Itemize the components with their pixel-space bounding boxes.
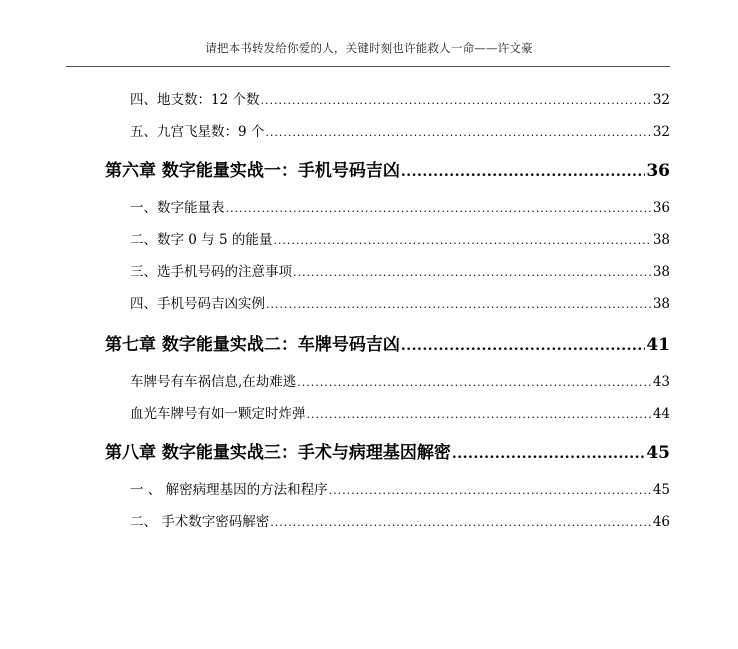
dot-leader <box>270 516 652 529</box>
toc-entry-label: 四、手机号码吉凶实例 <box>130 296 265 312</box>
toc-entry-page: 32 <box>652 124 670 140</box>
dot-leader <box>401 338 645 354</box>
toc-chapter-label: 第八章 数字能量实战三：手术与病理基因解密 <box>105 443 451 463</box>
toc-entry-label: 一 、 解密病理基因的方法和程序 <box>130 482 328 498</box>
header-divider <box>66 66 670 67</box>
toc-entry[interactable] <box>130 370 670 390</box>
toc-entry[interactable] <box>130 228 670 248</box>
toc-entry[interactable] <box>130 88 670 108</box>
toc-entry-page: 38 <box>652 296 670 312</box>
dot-leader <box>307 408 652 421</box>
toc-entry[interactable] <box>130 260 670 280</box>
toc-chapter-page: 45 <box>646 443 670 463</box>
toc-entry-label: 二、 手术数字密码解密 <box>130 514 270 530</box>
toc-entry-page: 38 <box>652 232 670 248</box>
toc-entry-page: 32 <box>652 92 670 108</box>
toc-entry-label: 二、数字 0 与 5 的能量 <box>130 232 273 248</box>
toc-entry-label: 车牌号有车祸信息,在劫难逃 <box>130 374 297 390</box>
dot-leader <box>401 164 645 180</box>
toc-entry-label: 血光车牌号有如一颗定时炸弹 <box>130 406 306 422</box>
toc-entry-page: 45 <box>652 482 670 498</box>
toc-chapter-entry[interactable] <box>105 156 670 182</box>
dot-leader <box>265 126 651 139</box>
toc-entry-page: 43 <box>652 374 670 390</box>
toc-chapter-entry[interactable] <box>105 438 670 464</box>
running-header: 请把本书转发给你爱的人，关键时刻也许能救人一命——许文豪 <box>205 41 533 55</box>
dot-leader <box>273 234 651 247</box>
toc-chapter-entry[interactable] <box>105 330 670 356</box>
toc-entry-label: 一、数字能量表 <box>130 200 225 216</box>
toc-entry[interactable] <box>130 196 670 216</box>
dot-leader <box>297 376 652 389</box>
dot-leader <box>452 446 645 462</box>
toc-chapter-page: 36 <box>646 161 670 181</box>
toc-entry[interactable] <box>130 292 670 312</box>
toc-entry[interactable] <box>130 510 670 530</box>
toc-entry-page: 38 <box>652 264 670 280</box>
toc-entry[interactable] <box>130 120 670 140</box>
toc-entry-page: 36 <box>652 200 670 216</box>
dot-leader <box>266 298 652 311</box>
toc-entry-label: 四、地支数：12 个数 <box>130 92 260 108</box>
dot-leader <box>260 94 651 107</box>
toc-entry-page: 46 <box>652 514 670 530</box>
toc-entry[interactable] <box>130 402 670 422</box>
toc-chapter-label: 第六章 数字能量实战一：手机号码吉凶 <box>105 161 400 181</box>
toc-entry[interactable] <box>130 478 670 498</box>
dot-leader <box>226 202 652 215</box>
toc-entry-page: 44 <box>652 406 670 422</box>
dot-leader <box>329 484 652 497</box>
toc-entry-label: 三、选手机号码的注意事项 <box>130 264 292 280</box>
toc-chapter-page: 41 <box>646 335 670 355</box>
dot-leader <box>293 266 652 279</box>
toc-chapter-label: 第七章 数字能量实战二：车牌号码吉凶 <box>105 335 400 355</box>
toc-entry-label: 五、九宫飞星数：9 个 <box>130 124 265 140</box>
